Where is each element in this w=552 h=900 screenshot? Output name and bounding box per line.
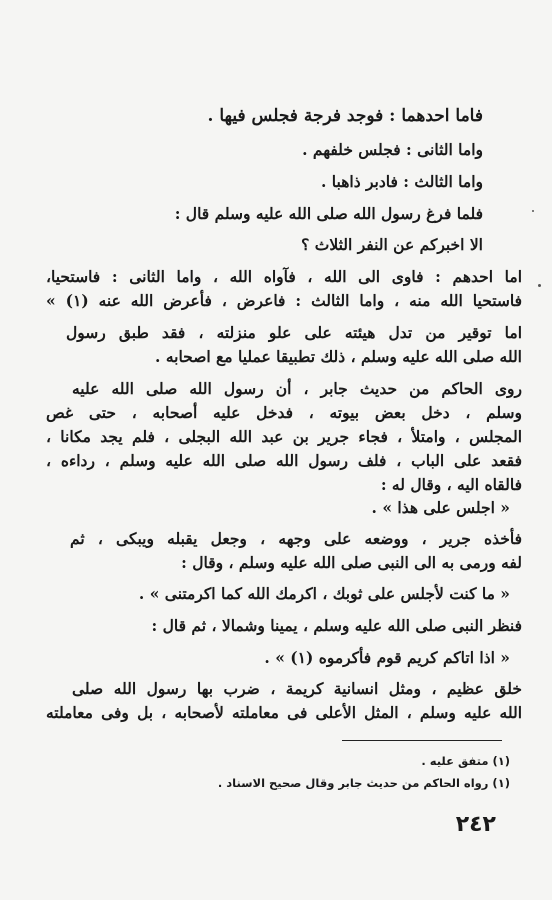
margin-speck — [538, 284, 541, 287]
text-line-6: اما احدهم : فاوى الى الله ، فآواه الله ، واما الثانى : فاستحيا، — [46, 267, 522, 286]
text-line-5: الا اخبركم عن النفر الثلاث ؟ — [301, 235, 483, 254]
text-line-14: فالقاه اليه ، وقال له : — [380, 475, 522, 494]
text-line-2: واما الثانى : فجلس خلفهم . — [302, 140, 483, 159]
text-line-12: المجلس ، وامتلأ ، فجاء جرير بن عبد الله البجلى ، فلم يجد مكانا ، — [46, 427, 522, 446]
text-line-16: فأخذه جرير ، ووضعه على وجهه ، وجعل يقبله ويبكى ، ثم — [70, 529, 522, 548]
text-line-21: خلق عظيم ، ومثل انسانية كريمة ، ضرب بها رسول الله صلى — [72, 679, 522, 698]
text-line-22: الله عليه وسلم ، المثل الأعلى فى معاملته لأصحابه ، بل وفى معاملته — [46, 703, 522, 722]
text-line-17: لفه ورمى به الى النبى صلى الله عليه وسلم ، وقال : — [181, 553, 522, 572]
text-line-15: « اجلس على هذا » . — [371, 498, 510, 517]
text-line-4: فلما فرغ رسول الله صلى الله عليه وسلم قال : — [174, 204, 483, 223]
text-line-13: فقعد على الباب ، فلف رسول الله صلى الله عليه وسلم ، رداءه ، — [46, 451, 522, 470]
footnote-2: (١) رواه الحاكم من حديث جابر وقال صحيح الاسناد . — [217, 776, 510, 790]
text-line-7: فاستحيا الله منه ، واما الثالث : فاعرض ، فأعرض الله عنه (١) » — [46, 291, 522, 310]
text-line-9: الله صلى الله عليه وسلم ، ذلك تطبيقا عمليا مع اصحابه . — [155, 347, 522, 366]
text-line-11: وسلم ، دخل بعض بيوته ، فدخل عليه أصحابه ، حتى غص — [46, 403, 522, 422]
text-line-18: « ما كنت لأجلس على ثوبك ، اكرمك الله كما اكرمتنى » . — [138, 584, 510, 603]
text-line-10: روى الحاكم من حديث جابر ، أن رسول الله صلى الله عليه — [72, 379, 522, 398]
margin-speck — [532, 210, 534, 212]
text-line-20: « اذا اتاكم كريم قوم فأكرموه (١) » . — [264, 648, 510, 667]
text-line-1: فاما احدهما : فوجد فرجة فجلس فيها . — [207, 106, 483, 126]
footnote-divider — [342, 740, 502, 741]
footnote-1: (١) متفق عليه . — [421, 754, 510, 768]
text-line-8: اما توقير من تدل هيئته على علو منزلته ، فقد طبق رسول — [66, 323, 522, 342]
text-line-3: واما الثالث : فادبر ذاهبا . — [321, 172, 483, 191]
page-number: ٢٤٢ — [455, 812, 496, 837]
text-line-19: فنظر النبى صلى الله عليه وسلم ، يمينا وشمالا ، ثم قال : — [151, 616, 522, 635]
